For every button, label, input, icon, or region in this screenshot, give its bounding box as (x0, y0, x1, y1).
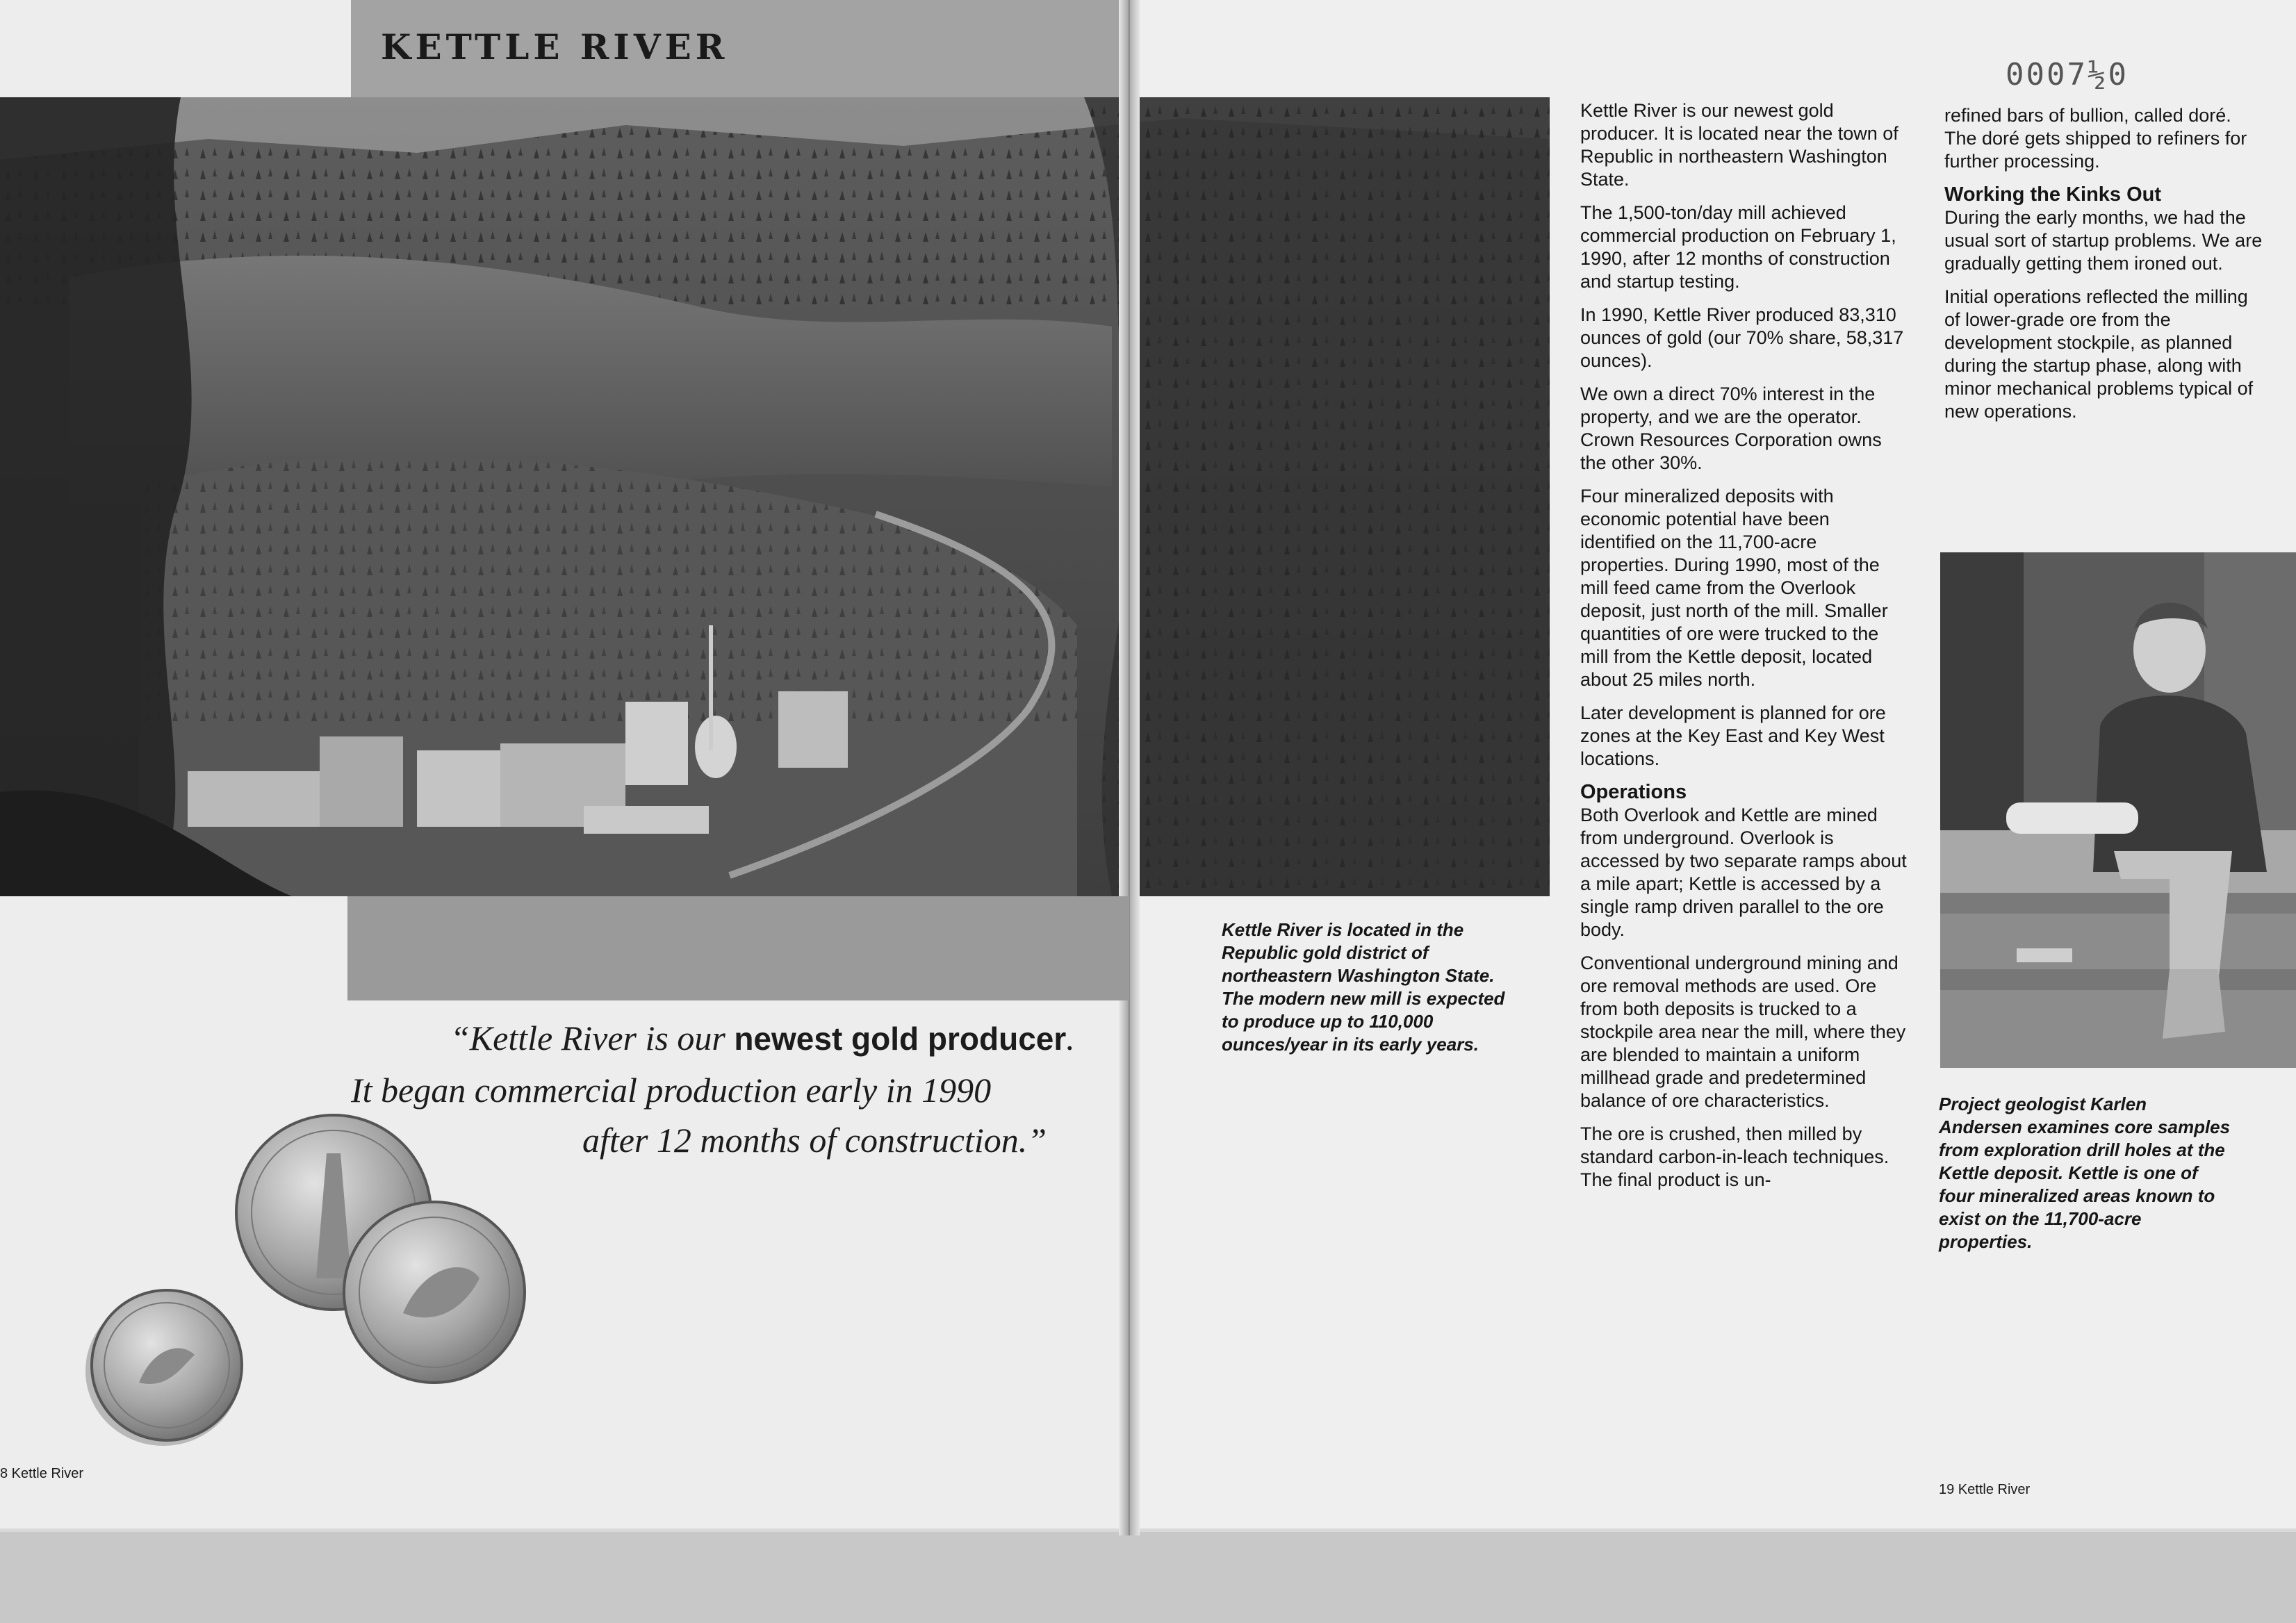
photo-caption-geologist: Project geologist Karlen Andersen examines core samples from exploration drill holes at the Kettle deposit. Kettle is one of four mineralized areas known to exist on the 11,700-acre properties. (1939, 1094, 2231, 1252)
paragraph: In 1990, Kettle River produced 83,310 ounces of gold (our 70% share, 58,317 ounces). (1580, 304, 1904, 371)
geologist-portrait-photo (1940, 552, 2296, 1068)
archive-stamp: 0007½0 (2006, 57, 2129, 92)
pull-quote-line-1: “Kettle River is our newest gold producer. (450, 1019, 1075, 1057)
body-column-2 (1944, 104, 2264, 434)
pull-quote-line-2: It began commercial production early in 1990 (351, 1071, 992, 1110)
mill-landscape-photo (0, 97, 1550, 896)
gray-band (347, 896, 1129, 1000)
paragraph: The ore is crushed, then milled by standard carbon-in-leach techniques. The final product is un- (1580, 1123, 1889, 1190)
paragraph: Four mineralized deposits with economic potential have been identified on the 11,700-acre properties. During 1990, most of the mill feed came from the Overlook deposit, just north of the mill. Smaller quantities of ore were trucked to the mill from the Kettle deposit, located about 25 miles north. (1580, 486, 1888, 690)
gold-coins-image (76, 1105, 549, 1452)
paragraph: Conventional underground mining and ore removal methods are used. Ore from both deposits is trucked to a stockpile area near the mill, where they are blended to maintain a uniform millhead grade and predetermined balance of ore characteristics. (1580, 953, 1906, 1111)
paragraph: We own a direct 70% interest in the property, and we are the operator. Crown Resources Corporation owns the other 30%. (1580, 384, 1882, 473)
folio-right: 19 Kettle River (1939, 1482, 2031, 1497)
body-column-1 (1580, 99, 1907, 1202)
paragraph: During the early months, we had the usual sort of startup problems. We are gradually getting them ironed out. (1944, 207, 2263, 274)
paragraph: Both Overlook and Kettle are mined from underground. Overlook is accessed by two separate ramps about a mile apart; Kettle is accessed by a single ramp driven parallel to the ore body. (1580, 805, 1907, 940)
scan-background (0, 1532, 2296, 1623)
book-spine (1119, 0, 1140, 1535)
paragraph: The 1,500-ton/day mill achieved commercial production on February 1, 1990, after 12 months of construction and startup testing. (1580, 202, 1896, 292)
section-heading-kinks: Working the Kinks Out (1944, 183, 2162, 206)
section-heading-operations: Operations (1580, 781, 1687, 803)
paragraph: Later development is planned for ore zones at the Key East and Key West locations. (1580, 702, 1886, 769)
photo-caption-mill: Kettle River is located in the Republic gold district of northeastern Washington State. The modern new mill is expected to produce up to 110,000 ounces/year in its early years. (1222, 919, 1505, 1055)
paragraph: refined bars of bullion, called doré. The doré gets shipped to refiners for further processing. (1944, 105, 2247, 172)
paragraph: Kettle River is our newest gold producer. It is located near the town of Republic in northeastern Washington State. (1580, 100, 1899, 190)
pull-quote-line-3: after 12 months of construction.” (582, 1121, 1047, 1160)
page-title: KETTLE RIVER (381, 26, 729, 67)
folio-left: 8 Kettle River (0, 1466, 84, 1481)
paragraph: Initial operations reflected the milling of lower-grade ore from the development stockpile, as planned during the startup phase, along with minor mechanical problems typical of new operations. (1944, 286, 2254, 422)
